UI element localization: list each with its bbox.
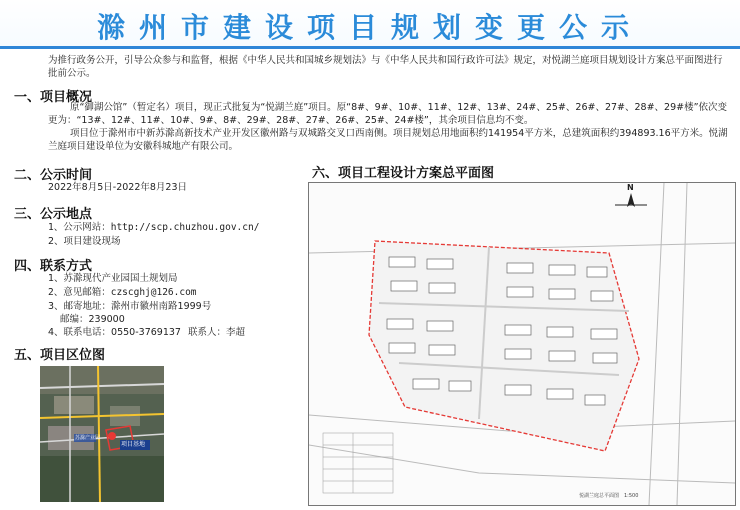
map-site-label: 项目基地 <box>121 441 146 448</box>
north-label: N <box>627 183 634 192</box>
master-plan-drawing <box>308 182 736 506</box>
section-heading-time: 二、公示时间 <box>14 168 93 183</box>
section-heading-overview: 一、项目概况 <box>14 90 93 105</box>
master-plan-graphic <box>309 183 735 505</box>
section-heading-contact: 四、联系方式 <box>14 259 93 274</box>
overview-paragraph-1: 原“御湖公馆”（暂定名）项目，现正式批复为“悦湖兰庭”项目。原“8#、9#、10#、11#、12#、13#、24#、25#、26#、27#、28#、29#楼”依次变更为：“13#、12#、11#、10#、9#、8#、29#、28#、27#、26#、25#、24#楼”，其余项目信息均不变。 <box>48 102 728 126</box>
header-banner <box>0 0 740 49</box>
intro-paragraph: 为推行政务公开，引导公众参与和监督，根据《中华人民共和国城乡规划法》与《中华人民共和国行政许可法》规定，对悦湖兰庭项目规划设计方案总平面图进行批前公示。 <box>48 55 723 79</box>
map-area-label: 苏滁产业园 <box>75 435 101 441</box>
contact-agency: 1、苏滁现代产业园国土规划局 <box>48 273 178 284</box>
place-website: 1、公示网站：http://scp.chuzhou.gov.cn/ <box>48 222 260 233</box>
contact-email: 2、意见邮箱：czscghj@126.com <box>48 287 197 298</box>
section-heading-plan: 六、项目工程设计方案总平面图 <box>312 166 495 181</box>
contact-phone: 4、联系电话：0550-3769137 <box>48 327 181 338</box>
contact-postcode: 邮编：239000 <box>60 314 125 325</box>
location-map-graphic <box>40 366 164 502</box>
section-heading-location: 五、项目区位图 <box>14 348 106 363</box>
publicity-time: 2022年8月5日-2022年8月23日 <box>48 182 188 193</box>
section-heading-place: 三、公示地点 <box>14 207 93 222</box>
contact-person: 联系人：李超 <box>188 327 246 338</box>
location-map <box>40 366 164 502</box>
plan-caption: 悦湖兰庭总平面图 1:500 <box>579 493 639 499</box>
contact-address: 3、邮寄地址：滁州市徽州南路1999号 <box>48 301 212 312</box>
overview-paragraph-2: 项目位于滁州市中新苏滁高新技术产业开发区徽州路与双城路交叉口西南侧。项目规划总用地面积约141954平方米，总建筑面积约394893.16平方米。悦湖兰庭项目建设单位为安徽科城地产有限公司。 <box>48 128 728 152</box>
page-title: 滁州市建设项目规划变更公示 <box>96 11 643 44</box>
place-site: 2、项目建设现场 <box>48 236 121 247</box>
